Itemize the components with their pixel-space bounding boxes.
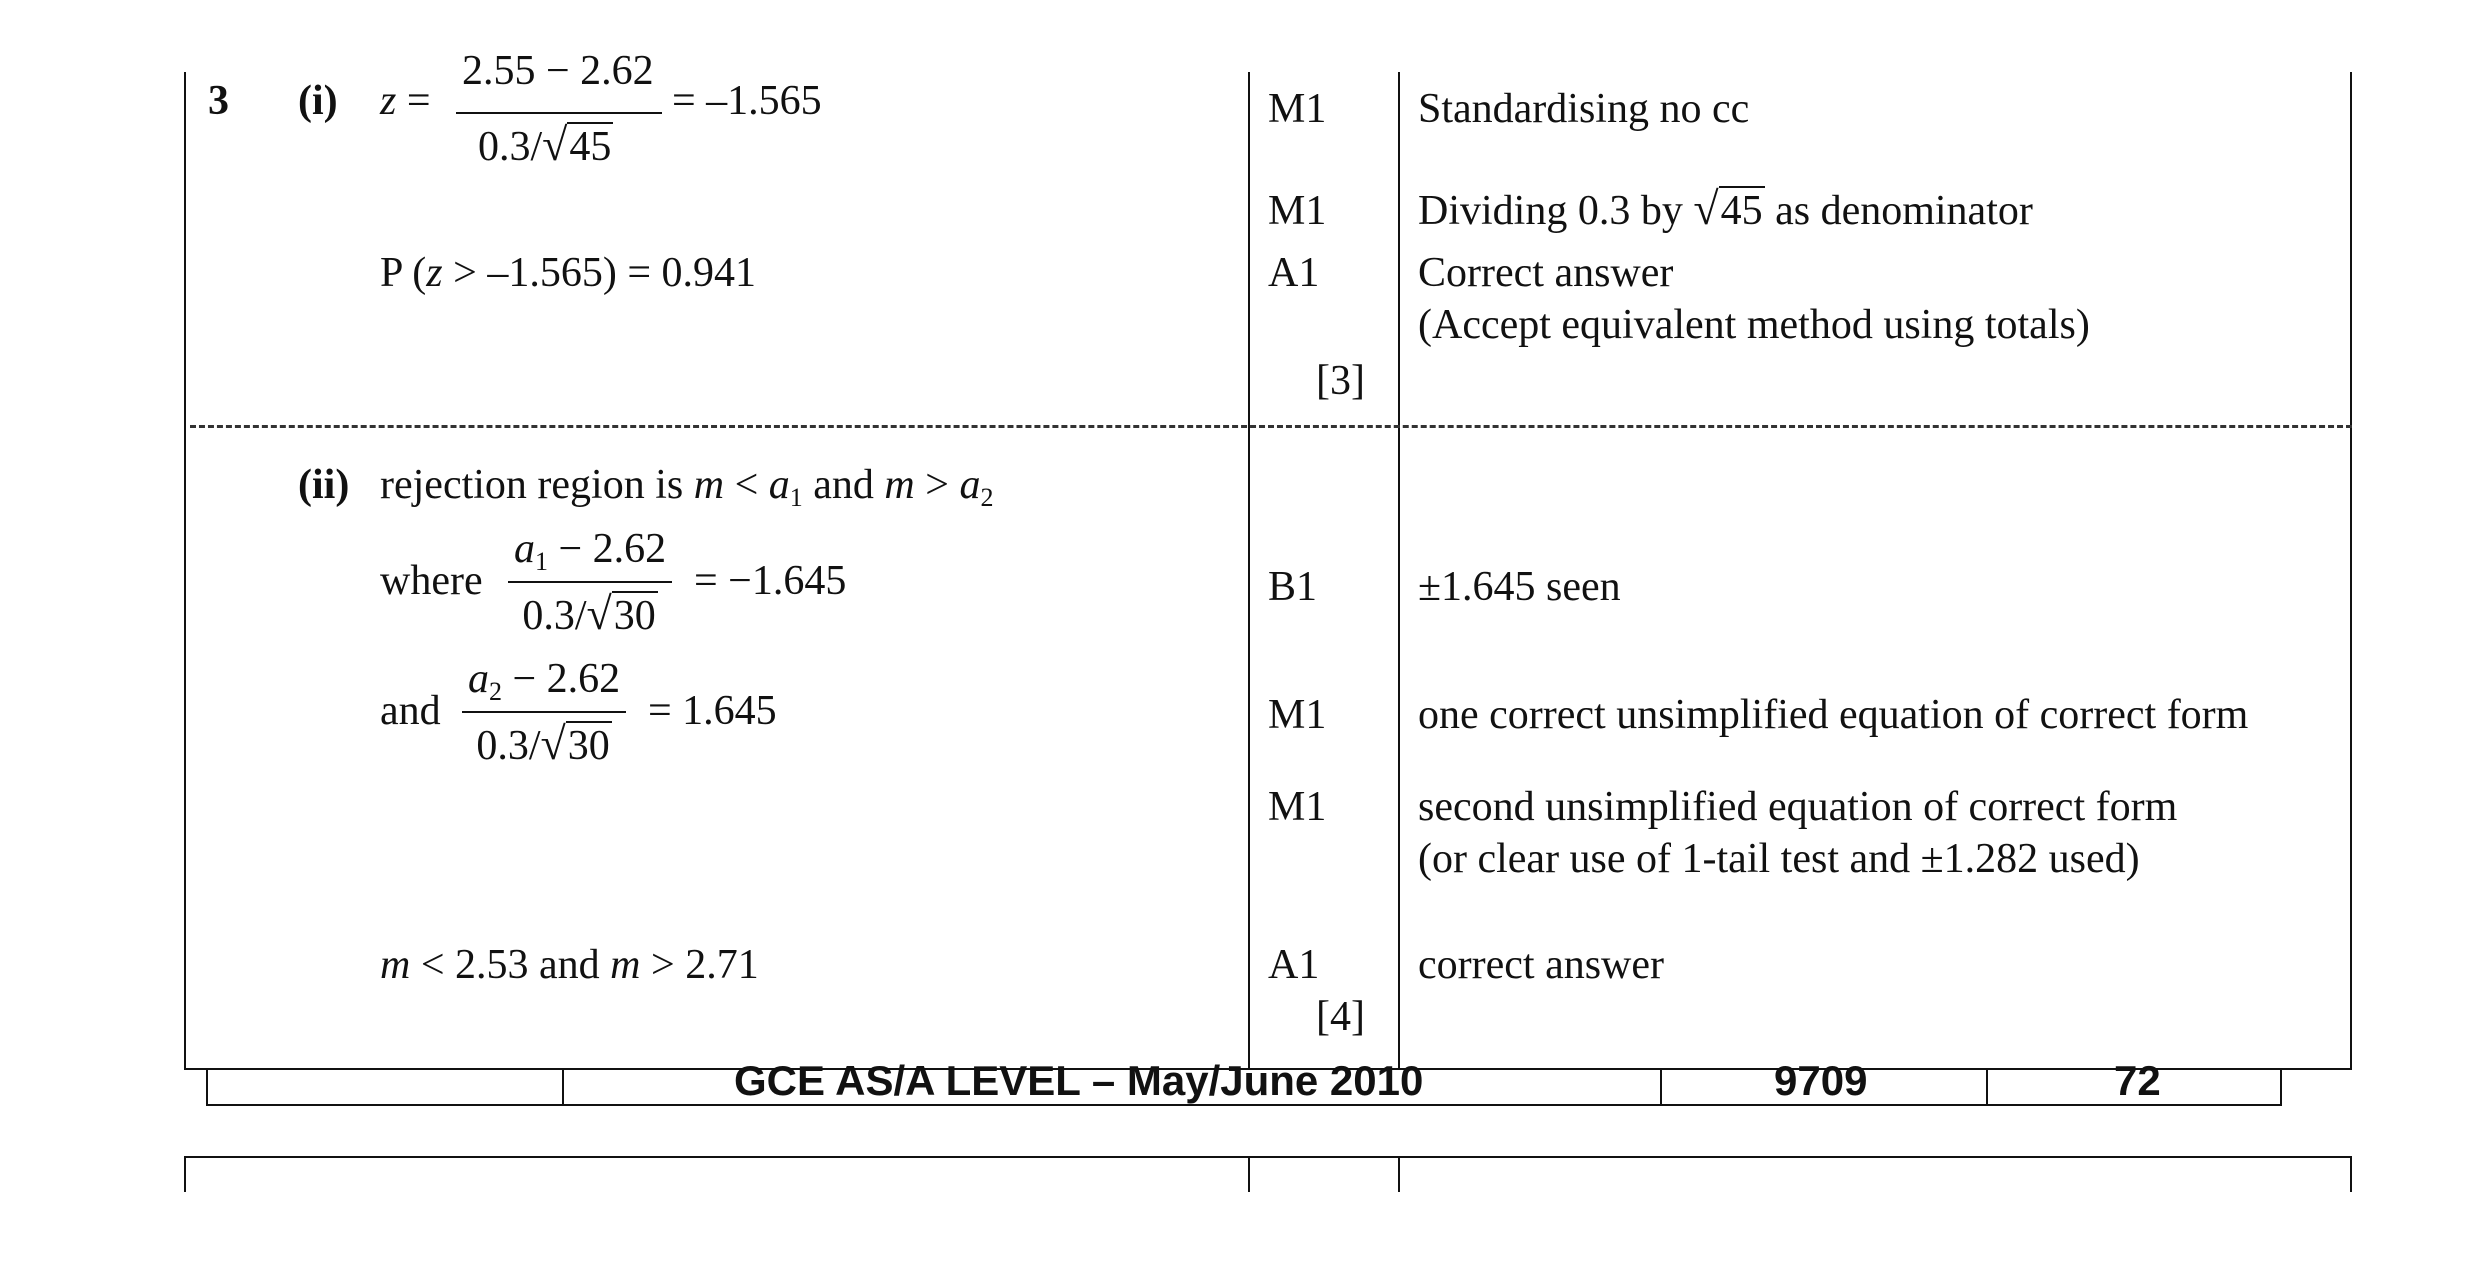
sqrt-icon: √ [542,119,568,170]
part-total: [3] [1316,358,1365,404]
z-denominator: 0.3/√45 [478,119,612,170]
mark-comment-note: (Accept equivalent method using totals) [1418,302,2090,348]
z-variable: z [380,78,397,124]
next-table-right-border [2350,1156,2352,1192]
next-table-col-divider-2 [1398,1156,1400,1192]
footer-exam-title: GCE AS/A LEVEL – May/June 2010 [734,1057,1424,1104]
part-divider-dashed [190,425,2352,428]
mark-code: M1 [1268,692,1327,738]
mark-comment: one correct unsimplified equation of correct form [1418,692,2249,738]
table-col-divider-2 [1398,72,1400,1070]
probability-line: P (z > –1.565) = 0.941 [380,250,757,296]
part-total: [4] [1316,994,1365,1040]
footer-divider-2 [1660,1070,1662,1106]
mark-code: M1 [1268,784,1327,830]
equation-2-fraction: $a_2 - 2.62$ 0.3/√30 [462,658,626,767]
table-right-border [2350,72,2352,1070]
z-result: = –1.565 [672,78,822,124]
sqrt-icon: √ [1693,183,1719,234]
mark-code: A1 [1268,942,1320,988]
footer-divider-1 [562,1070,564,1106]
part-ii-label: (ii) [298,462,350,508]
table-col-divider-1 [1248,72,1250,1070]
footer-paper-number: 72 [2114,1057,2161,1104]
where-word: where [380,558,483,604]
equation-1-result: = −1.645 [694,558,847,604]
sqrt-icon: √ [540,718,566,769]
equation-2-result: = 1.645 [648,688,777,734]
mark-comment: ±1.645 seen [1418,564,1621,610]
next-table-top-border [184,1156,2352,1158]
mark-code: M1 [1268,86,1327,132]
mark-code: A1 [1268,250,1320,296]
mark-comment: second unsimplified equation of correct form [1418,784,2178,830]
mark-comment: correct answer [1418,942,1665,988]
mark-comment: Dividing 0.3 by √45 as denominator [1418,183,2033,234]
final-answer: m < 2.53 and m > 2.71 [380,942,759,988]
and-word: and [380,688,441,734]
equation-1-fraction: $a_1 - 2.62$ 0.3/√30 [508,528,672,637]
mark-comment-note: (or clear use of 1-tail test and ±1.282 used) [1418,836,2140,882]
footer-syllabus-code: 9709 [1774,1057,1868,1104]
footer-divider-3 [1986,1070,1988,1106]
part-i-label: (i) [298,78,338,124]
z-equation-lhs: z = [380,78,431,124]
table-left-border [184,72,186,1070]
question-number: 3 [208,78,229,124]
next-table-left-border [184,1156,186,1192]
mark-comment: Standardising no cc [1418,86,1750,132]
next-table-col-divider-1 [1248,1156,1250,1192]
mark-code: M1 [1268,188,1327,234]
sqrt-icon: √ [586,588,612,639]
rejection-region-line: rejection region is $m < a_1$ and $m > a_2$ [380,462,994,512]
z-numerator-clipped: 2.55 − 2.62 [462,48,654,94]
z-fraction-bar [456,112,662,114]
mark-code: B1 [1268,564,1318,610]
mark-comment: Correct answer [1418,250,1674,296]
